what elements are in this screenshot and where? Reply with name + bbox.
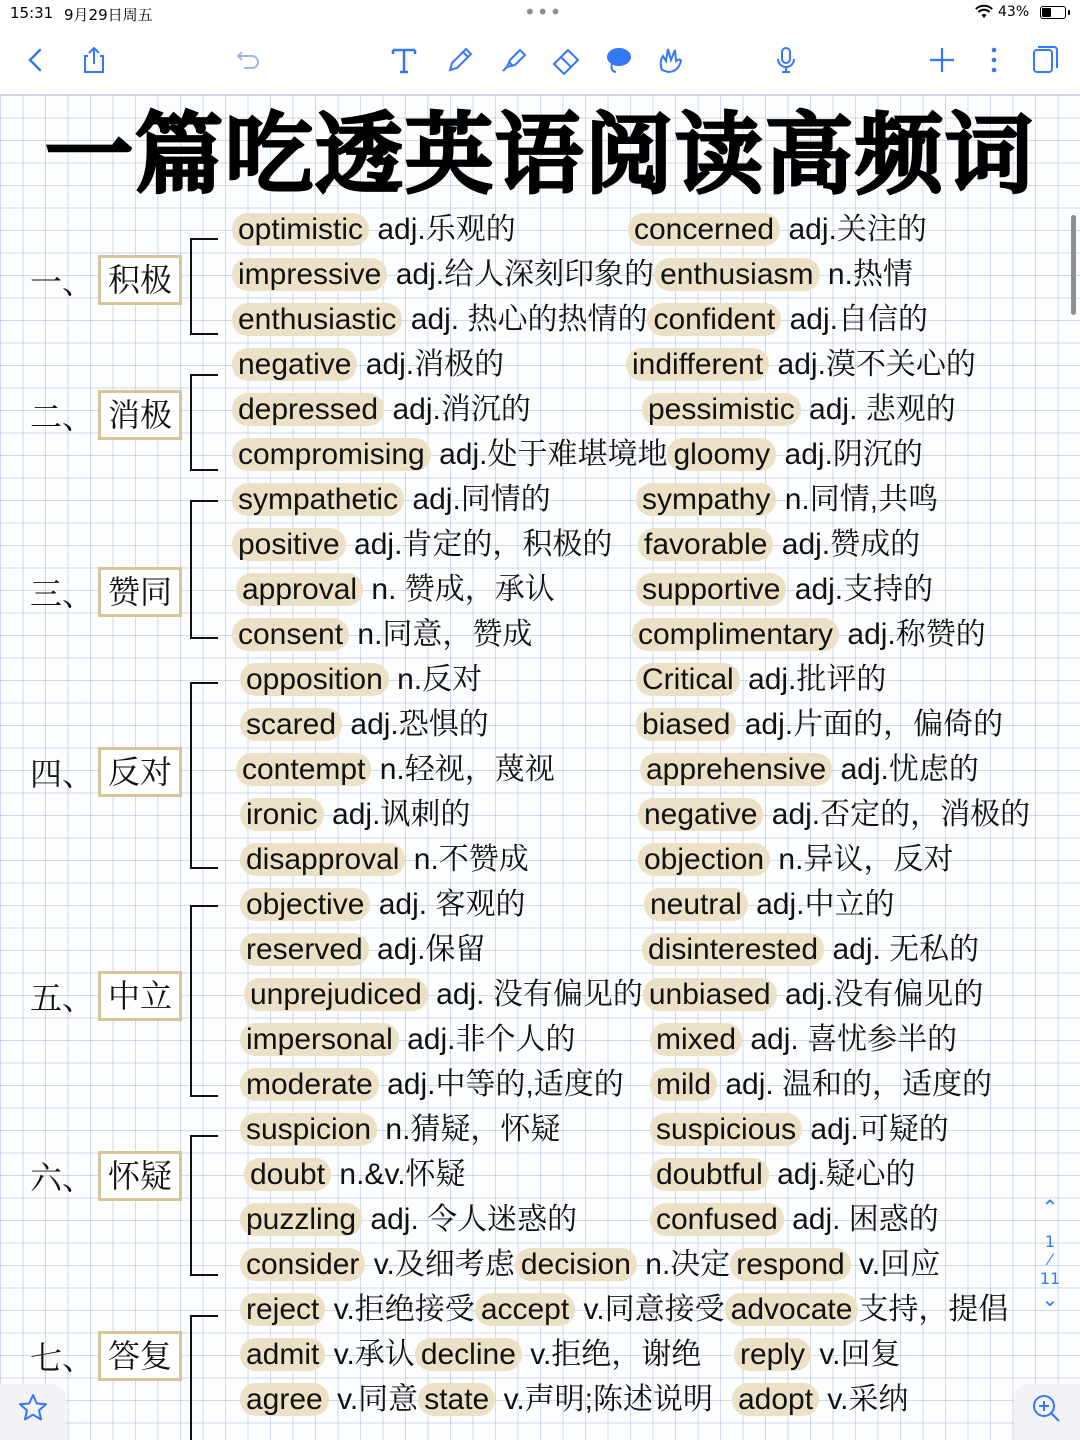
vocab-entry: scared adj.恐惧的 — [240, 707, 489, 743]
category-prefix: 三、 — [30, 575, 95, 613]
vocab-entry: consider v.及细考虑 decision n.决定 respond v.回应 — [240, 1247, 940, 1283]
vocab-entry: impressive adj.给人深刻印象的 enthusiasm n.热情 — [232, 257, 913, 293]
vocab-entry: Critical adj.批评的 — [636, 662, 886, 698]
current-page: 1 — [1044, 1232, 1056, 1251]
category-3 — [30, 567, 182, 617]
vocab-entry: impersonal adj.非个人的 — [240, 1022, 575, 1058]
vocab-entry: suspicion n.猜疑，怀疑 — [240, 1112, 560, 1148]
vocab-entry: objection n.异议，反对 — [638, 842, 953, 878]
vocab-entry: complimentary adj.称赞的 — [632, 617, 986, 653]
page-title: 一篇吃透英语阅读高频词 — [44, 103, 1035, 206]
category-label: 反对 — [98, 747, 182, 797]
page-navigator: ⌃ 1 ⁄ 11 ⌄ — [1039, 1195, 1061, 1311]
status-bar — [0, 0, 1080, 28]
vocab-entry: mixed adj. 喜忧参半的 — [650, 1022, 957, 1058]
pages-icon[interactable] — [1026, 42, 1062, 78]
category-prefix: 四、 — [30, 755, 95, 793]
vocab-entry: negative adj.消极的 — [232, 347, 504, 383]
category-prefix: 六、 — [30, 1159, 95, 1197]
vocab-entry: moderate adj.中等的,适度的 — [240, 1067, 624, 1103]
zoom-in-icon — [1030, 1392, 1062, 1424]
vocab-entry: enthusiastic adj. 热心的热情的 confident adj.自信的 — [232, 302, 928, 338]
back-chevron-icon[interactable] — [18, 42, 54, 78]
category-5 — [30, 971, 182, 1021]
vocab-entry: consent n.同意，赞成 — [232, 617, 532, 653]
vocab-entry: reply v.回复 — [734, 1337, 900, 1373]
text-tool-icon[interactable] — [386, 42, 422, 78]
vocab-entry: reject v.拒绝接受 accept v.同意接受 advocate 支持，提倡 — [240, 1292, 1008, 1328]
category-2 — [30, 390, 182, 440]
vocab-entry: doubt n.&v.怀疑 — [244, 1157, 466, 1193]
vocab-entry: supportive adj.支持的 — [636, 572, 933, 608]
vocab-entry: unprejudiced adj. 没有偏见的 unbiased adj.没有偏见的 — [244, 977, 983, 1013]
vocab-entry: disinterested adj. 无私的 — [642, 932, 979, 968]
vocab-entry: objective adj. 客观的 — [240, 887, 525, 923]
vocab-entry: sympathy n.同情,共鸣 — [636, 482, 938, 518]
total-pages: 11 — [1039, 1269, 1061, 1288]
vocab-entry: reserved adj.保留 — [240, 932, 485, 968]
note-page[interactable] — [0, 95, 1080, 1440]
category-4 — [30, 747, 182, 797]
category-label: 答复 — [98, 1331, 182, 1381]
vocab-entry: confused adj. 困惑的 — [650, 1202, 939, 1238]
vocab-entry: negative adj.否定的，消极的 — [638, 797, 1030, 833]
vocab-entry: opposition n.反对 — [240, 662, 482, 698]
vocab-entry: indifferent adj.漠不关心的 — [626, 347, 976, 383]
microphone-icon[interactable] — [768, 42, 804, 78]
category-prefix: 五、 — [30, 979, 95, 1017]
vocab-entry: approval n. 赞成，承认 — [236, 572, 555, 608]
vocab-entry: biased adj.片面的，偏倚的 — [636, 707, 1003, 743]
vocab-entry: contempt n.轻视，蔑视 — [236, 752, 555, 788]
group-bracket — [190, 682, 218, 869]
highlighter-icon[interactable] — [496, 42, 532, 78]
undo-icon[interactable] — [230, 42, 266, 78]
vocab-entry: adopt v.采纳 — [732, 1382, 909, 1418]
toolbar — [0, 28, 1080, 95]
vocab-entry: pessimistic adj. 悲观的 — [642, 392, 956, 428]
vocab-entry: favorable adj.赞成的 — [638, 527, 920, 563]
page-up-icon[interactable]: ⌃ — [1041, 1195, 1059, 1219]
pen-icon[interactable] — [442, 42, 478, 78]
category-6 — [30, 1151, 182, 1201]
group-bracket — [190, 1315, 218, 1440]
category-prefix: 七、 — [30, 1339, 95, 1377]
category-label: 积极 — [98, 255, 182, 305]
lasso-icon[interactable] — [600, 42, 636, 78]
battery-icon — [1040, 6, 1066, 19]
category-prefix: 一、 — [30, 263, 95, 301]
page-down-icon[interactable]: ⌄ — [1041, 1287, 1059, 1311]
scrollbar-thumb[interactable] — [1071, 215, 1076, 315]
vocab-entry: optimistic adj.乐观的 — [232, 212, 516, 248]
vocab-entry: apprehensive adj.忧虑的 — [640, 752, 979, 788]
vocab-entry: suspicious adj.可疑的 — [650, 1112, 949, 1148]
vocab-entry: admit v.承认 decline v.拒绝，谢绝 — [240, 1337, 701, 1373]
zoom-button[interactable] — [1014, 1384, 1080, 1440]
vocab-entry: disapproval n.不赞成 — [240, 842, 529, 878]
add-icon[interactable] — [924, 42, 960, 78]
category-label: 中立 — [98, 971, 182, 1021]
category-label: 消极 — [98, 390, 182, 440]
vocab-entry: compromising adj.处于难堪境地 gloomy adj.阴沉的 — [232, 437, 923, 473]
favorite-button[interactable] — [0, 1384, 66, 1440]
status-date: 9月29日周五 — [64, 6, 153, 24]
group-bracket — [190, 1135, 218, 1276]
vocab-entry: puzzling adj. 令人迷惑的 — [240, 1202, 577, 1238]
star-icon — [17, 1392, 49, 1424]
vocab-entry: depressed adj.消沉的 — [232, 392, 531, 428]
eraser-icon[interactable] — [548, 42, 584, 78]
wifi-icon — [975, 4, 993, 20]
category-7 — [30, 1331, 182, 1381]
group-bracket — [190, 374, 218, 471]
shapes-icon[interactable] — [652, 42, 688, 78]
group-bracket — [190, 238, 218, 335]
vocab-entry: agree v.同意 state v.声明;陈述说明 — [240, 1382, 713, 1418]
multitask-dots-icon[interactable]: ••• — [524, 0, 563, 24]
vocab-entry: neutral adj.中立的 — [644, 887, 894, 923]
category-label: 怀疑 — [98, 1151, 182, 1201]
share-icon[interactable] — [76, 42, 112, 78]
vocab-entry: positive adj.肯定的，积极的 — [232, 527, 612, 563]
vocab-entry: doubtful adj.疑心的 — [650, 1157, 915, 1193]
vocab-entry: ironic adj.讽刺的 — [240, 797, 470, 833]
status-time: 15:31 — [10, 4, 54, 22]
vocab-entry: concerned adj.关注的 — [628, 212, 927, 248]
vocab-entry: sympathetic adj.同情的 — [232, 482, 551, 518]
category-prefix: 二、 — [30, 398, 95, 436]
category-1 — [30, 255, 182, 305]
more-icon[interactable] — [976, 42, 1012, 78]
group-bracket — [190, 500, 218, 639]
category-label: 赞同 — [98, 567, 182, 617]
group-bracket — [190, 905, 218, 1097]
battery-percent: 43% — [998, 4, 1030, 20]
vocab-entry: mild adj. 温和的，适度的 — [650, 1067, 992, 1103]
